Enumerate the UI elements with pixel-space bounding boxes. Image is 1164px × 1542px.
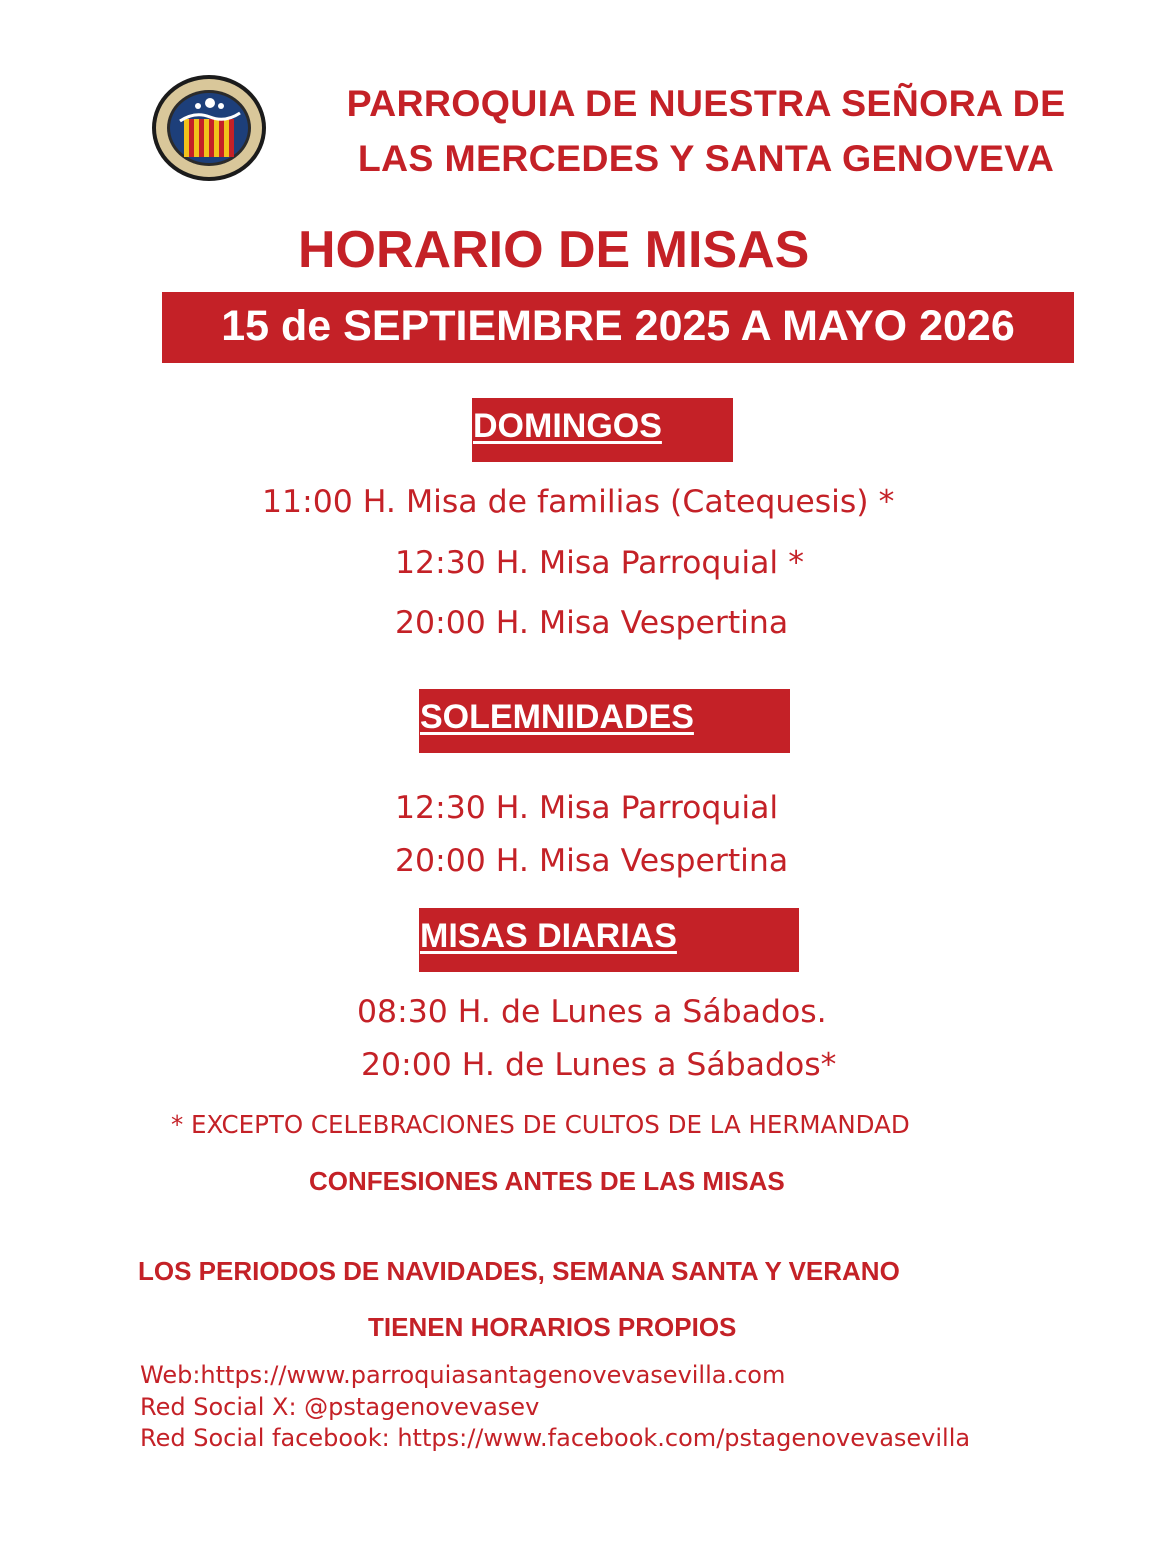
- parish-seal-icon: [150, 73, 268, 183]
- periods-note-line-1: LOS PERIODOS DE NAVIDADES, SEMANA SANTA Y VERANO: [138, 1256, 900, 1286]
- parish-name: [276, 76, 1136, 186]
- schedule-line: 08:30 H. de Lunes a Sábados.: [357, 994, 827, 1030]
- confessions-note: CONFESIONES ANTES DE LAS MISAS: [309, 1166, 785, 1196]
- section-heading-label: DOMINGOS: [473, 407, 662, 445]
- website-link[interactable]: Web:https://www.parroquiasantagenovevasevilla.com: [140, 1361, 786, 1389]
- page-title: HORARIO DE MISAS: [298, 221, 810, 279]
- section-heading-solemnidades: [419, 689, 790, 753]
- x-handle[interactable]: Red Social X: @pstagenovevasev: [140, 1392, 540, 1421]
- facebook-link[interactable]: Red Social facebook: https://www.facebook.com/pstagenovevasevilla: [140, 1424, 971, 1452]
- periods-note-line-2: TIENEN HORARIOS PROPIOS: [368, 1312, 737, 1342]
- parish-name-line-2: LAS MERCEDES Y SANTA GENOVEVA: [357, 137, 1055, 179]
- schedule-line: 20:00 H. Misa Vespertina: [395, 843, 789, 879]
- footnote: * EXCEPTO CELEBRACIONES DE CULTOS DE LA HERMANDAD: [171, 1110, 910, 1139]
- section-heading-misas-diarias: [419, 908, 799, 972]
- section-heading-label: SOLEMNIDADES: [420, 698, 694, 736]
- parish-name-line-1: PARROQUIA DE NUESTRA SEÑORA DE: [346, 82, 1066, 124]
- schedule-line: 12:30 H. Misa Parroquial: [395, 790, 779, 826]
- schedule-line: 20:00 H. de Lunes a Sábados*: [361, 1047, 837, 1083]
- contact-info: [140, 1360, 970, 1455]
- section-heading-label: MISAS DIARIAS: [420, 917, 677, 955]
- schedule-line: 12:30 H. Misa Parroquial *: [395, 545, 804, 581]
- date-range-banner: 15 de SEPTIEMBRE 2025 A MAYO 2026: [162, 292, 1074, 363]
- schedule-line: 11:00 H. Misa de familias (Catequesis) *: [262, 484, 895, 520]
- schedule-line: 20:00 H. Misa Vespertina: [395, 605, 789, 641]
- section-heading-domingos: [472, 398, 733, 462]
